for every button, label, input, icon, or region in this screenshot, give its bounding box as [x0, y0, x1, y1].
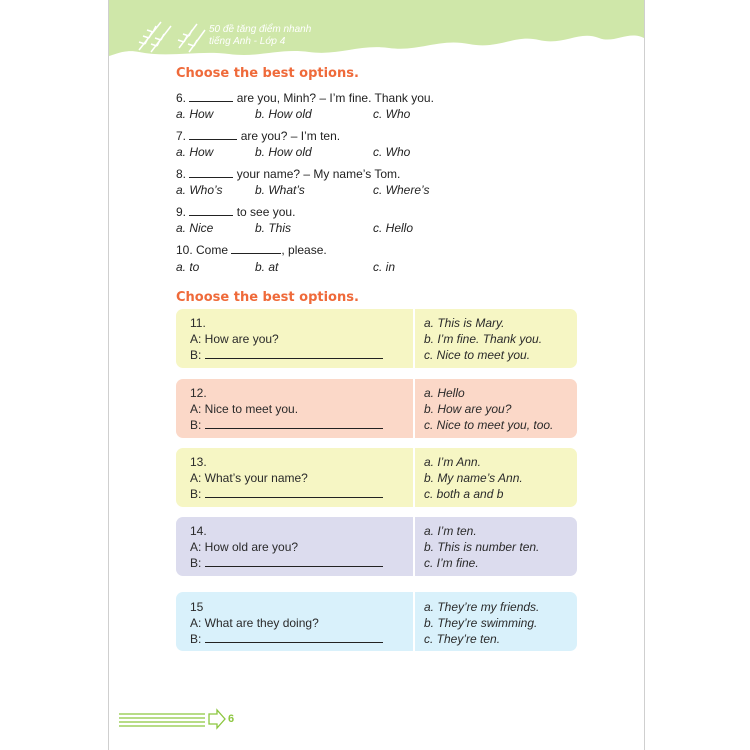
option-b[interactable]: b. This is number ten. [424, 540, 540, 554]
card-number: 15 [190, 600, 204, 614]
dialogue-card-14 [176, 517, 577, 576]
option-a[interactable]: a. Nice [176, 221, 214, 235]
answer-blank[interactable] [189, 204, 233, 216]
dialogue-card-15 [176, 592, 577, 651]
option-c[interactable]: c. both a and b [424, 487, 504, 501]
card-number: 12. [190, 386, 207, 400]
option-b[interactable]: b. This [255, 221, 292, 235]
answer-line[interactable] [205, 486, 383, 498]
card-divider [413, 309, 415, 368]
option-a[interactable]: a. I’m Ann. [424, 455, 481, 469]
answer-blank[interactable] [189, 90, 233, 102]
option-b[interactable]: b. What’s [255, 183, 305, 197]
line-b: B: [190, 631, 383, 647]
card-number: 14. [190, 524, 207, 538]
arrow-icon [117, 708, 227, 730]
header-line-1: 50 đề tăng điểm nhanh [209, 24, 312, 35]
answer-blank[interactable] [189, 128, 237, 140]
option-a[interactable]: a. Who’s [176, 183, 223, 197]
option-a[interactable]: a. They’re my friends. [424, 600, 540, 614]
option-c[interactable]: c. Who [373, 145, 411, 159]
option-b[interactable]: b. How old [255, 145, 312, 159]
card-divider [413, 517, 415, 576]
option-c[interactable]: c. Nice to meet you. [424, 348, 531, 362]
option-c[interactable]: c. Nice to meet you, too. [424, 418, 554, 432]
card-divider [413, 379, 415, 438]
line-b: B: [190, 417, 383, 433]
card-number: 11. [190, 316, 206, 330]
section-1-title: Choose the best options. [176, 66, 359, 81]
dialogue-card-13 [176, 448, 577, 507]
line-a: A: How old are you? [190, 540, 299, 554]
dialogue-card-12 [176, 379, 577, 438]
header-band [109, 0, 644, 60]
option-a[interactable]: a. How [176, 145, 214, 159]
option-c[interactable]: c. They’re ten. [424, 632, 501, 646]
option-b[interactable]: b. They’re swimming. [424, 616, 538, 630]
option-a[interactable]: a. How [176, 107, 214, 121]
worksheet-page [108, 0, 645, 750]
line-b: B: [190, 555, 383, 571]
option-c[interactable]: c. in [373, 260, 396, 274]
option-a[interactable]: a. Hello [424, 386, 465, 400]
answer-line[interactable] [205, 417, 383, 429]
option-a[interactable]: a. This is Mary. [424, 316, 505, 330]
line-b: B: [190, 347, 383, 363]
section-2-title: Choose the best options. [176, 290, 359, 305]
question-10: 10. Come , please. [176, 243, 327, 257]
option-b[interactable]: b. at [255, 260, 279, 274]
option-a[interactable]: a. I’m ten. [424, 524, 477, 538]
line-b: B: [190, 486, 383, 502]
option-c[interactable]: c. Hello [373, 221, 414, 235]
card-divider [413, 592, 415, 651]
option-b[interactable]: b. How are you? [424, 402, 512, 416]
answer-blank[interactable] [189, 166, 233, 178]
answer-line[interactable] [205, 347, 383, 359]
option-c[interactable]: c. Where’s [373, 183, 430, 197]
answer-line[interactable] [205, 631, 383, 643]
question-9: 9. to see you. [176, 205, 296, 219]
card-number: 13. [190, 455, 207, 469]
header-line-2: tiếng Anh - Lớp 4 [209, 36, 286, 47]
option-c[interactable]: c. Who [373, 107, 411, 121]
option-b[interactable]: b. I’m fine. Thank you. [424, 332, 543, 346]
question-8: 8. your name? – My name’s Tom. [176, 167, 401, 181]
line-a: A: What are they doing? [190, 616, 319, 630]
line-a: A: Nice to meet you. [190, 402, 299, 416]
option-b[interactable]: b. My name’s Ann. [424, 471, 523, 485]
card-divider [413, 448, 415, 507]
header-title [209, 24, 311, 48]
dialogue-card-11 [176, 309, 577, 368]
question-7: 7. are you? – I’m ten. [176, 129, 341, 143]
line-a: A: How are you? [190, 332, 279, 346]
option-a[interactable]: a. to [176, 260, 200, 274]
answer-blank[interactable] [231, 242, 281, 254]
option-b[interactable]: b. How old [255, 107, 312, 121]
page-number: 6 [228, 713, 235, 725]
answer-line[interactable] [205, 555, 383, 567]
question-6: 6. are you, Minh? – I’m fine. Thank you. [176, 91, 434, 105]
line-a: A: What’s your name? [190, 471, 308, 485]
option-c[interactable]: c. I’m fine. [424, 556, 479, 570]
